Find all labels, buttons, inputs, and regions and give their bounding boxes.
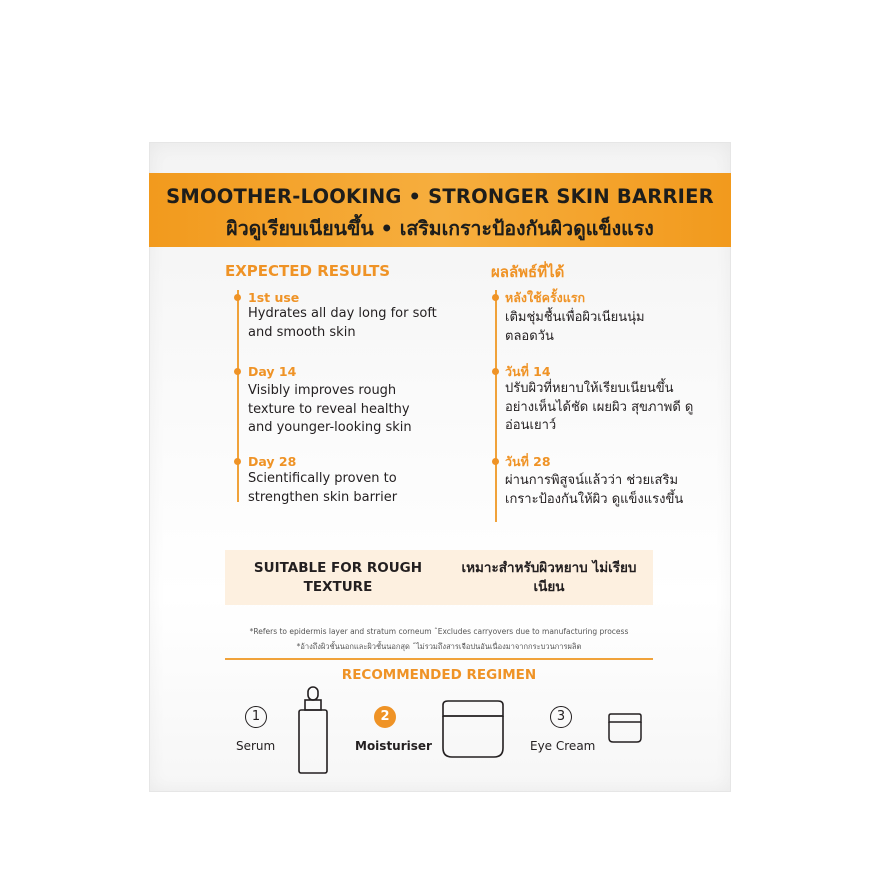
divider: [225, 658, 653, 660]
suitable-for-panel: [225, 550, 653, 605]
timeline-en: [237, 290, 239, 502]
regimen-label-eye-cream: Eye Cream: [530, 739, 596, 753]
headline-banner: [149, 173, 731, 247]
footnote-th: *อ้างถึงผิวชั้นนอกและผิวชั้นนอกสุด ˆไม่รวมถึงสารเจือปนอันเนื่องมาจากกระบวนการผลิต: [296, 642, 582, 651]
timeline-dot: [234, 368, 241, 375]
step-number-2: 2: [374, 706, 396, 728]
regimen-label-moisturiser: Moisturiser: [355, 739, 432, 753]
timeline-dot: [234, 458, 241, 465]
step-text-en-3: Scientifically proven to strengthen skin barrier: [248, 471, 398, 505]
regimen-label-serum: Serum: [236, 739, 276, 753]
eye-cream-jar-icon: [608, 713, 642, 743]
step-text-th-3: ผ่านการพิสูจน์แล้วว่า ช่วยเสริมเกราะป้องกันให้ผิว ดูแข็งแรงขึ้น: [505, 473, 684, 507]
timeline-th: [495, 290, 497, 522]
step-text-en-2: Visibly improves rough texture to reveal healthy and younger-looking skin: [248, 383, 412, 435]
headline-th: ผิวดูเรียบเนียนขึ้น • เสริมเกราะป้องกันผิวดูแข็งแรง: [226, 217, 654, 240]
step-title-en-1: 1st use: [248, 290, 300, 305]
step-text-th-2: ปรับผิวที่หยาบให้เรียบเนียนขึ้น อย่างเห็นได้ชัด เผยผิว สุขภาพดี ดูอ่อนเยาว์: [505, 381, 694, 433]
suitable-en: SUITABLE FOR ROUGH TEXTURE: [253, 560, 423, 595]
step-title-th-2: วันที่ 14: [505, 364, 551, 379]
timeline-dot: [492, 458, 499, 465]
expected-results-heading: EXPECTED RESULTS: [225, 262, 391, 280]
step-title-th-1: หลังใช้ครั้งแรก: [505, 290, 586, 305]
headline-en: SMOOTHER-LOOKING • STRONGER SKIN BARRIER: [166, 185, 714, 208]
step-text-th-1: เติมชุ่มชื้นเพื่อผิวเนียนนุ่ม ตลอดวัน: [505, 310, 645, 344]
timeline-dot: [234, 294, 241, 301]
timeline-dot: [492, 368, 499, 375]
results-heading-th: ผลลัพธ์ที่ได้: [491, 263, 565, 281]
timeline-dot: [492, 294, 499, 301]
step-number-1: 1: [245, 706, 267, 728]
step-title-en-3: Day 28: [248, 454, 297, 469]
step-text-en-1: Hydrates all day long for soft and smooth skin: [248, 306, 437, 340]
regimen-title: RECOMMENDED REGIMEN: [341, 667, 537, 683]
step-title-en-2: Day 14: [248, 364, 297, 379]
moisturiser-jar-icon: [440, 700, 506, 758]
suitable-th: เหมาะสำหรับผิวหยาบ ไม่เรียบเนียน: [461, 560, 637, 595]
footnote-en: *Refers to epidermis layer and stratum corneum ˆExcludes carryovers due to manufacturing process: [249, 627, 629, 636]
step-title-th-3: วันที่ 28: [505, 454, 551, 469]
step-number-3: 3: [550, 706, 572, 728]
serum-bottle-icon: [298, 686, 328, 774]
